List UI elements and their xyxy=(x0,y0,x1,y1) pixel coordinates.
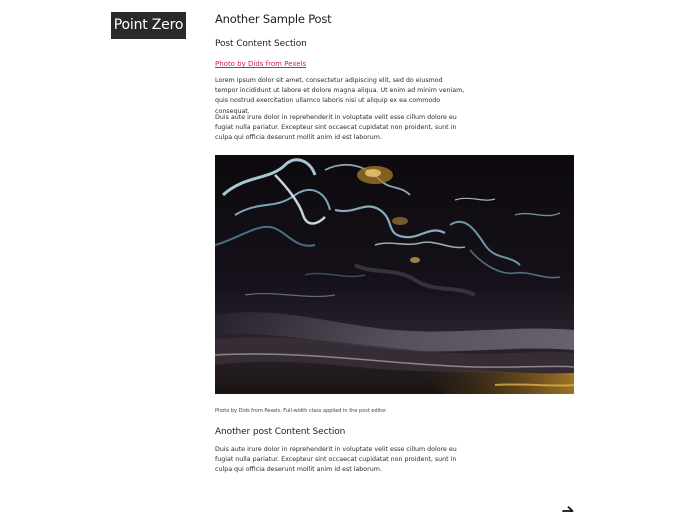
paragraph-duis-1: Duis aute irure dolor in reprehenderit in voluptate velit esse cillum dolore eu fugiat nulla pariatur. Excepteur sint occaecat cupidatat non proident, sunt in culpa qui officia deserunt mollit anim id est laborum. xyxy=(215,114,457,142)
section-heading-post-content: Post Content Section xyxy=(215,39,307,49)
next-post-arrow[interactable] xyxy=(562,501,574,511)
arrow-right-icon xyxy=(562,506,574,512)
post-content xyxy=(215,12,575,474)
section-heading-another-post-content: Another post Content Section xyxy=(215,427,346,437)
paragraph-duis-2: Duis aute irure dolor in reprehenderit in voluptate velit esse cillum dolore eu fugiat nulla pariatur. Excepteur sint occaecat cupidatat non proident, sunt in culpa qui officia deserunt mollit anim id est laborum. xyxy=(215,446,457,474)
photo-credit-link[interactable]: Photo by Dids from Pexels xyxy=(215,60,307,68)
featured-abstract-image xyxy=(215,155,574,394)
site-logo[interactable]: Point Zero xyxy=(111,12,186,39)
post-title: Another Sample Post xyxy=(215,12,332,26)
paragraph-lorem: Lorem ipsum dolor sit amet, consectetur adipiscing elit, sed do eiusmod tempor incididunt ut labore et dolore magna aliqua. Ut enim ad minim veniam, quis nostrud exercitation ullamco laboris nisi ut aliquip ex ea commodo consequat. xyxy=(215,77,465,115)
image-caption: Photo by Dids from Pexels. Full-width class applied in the post editor. xyxy=(215,408,388,414)
